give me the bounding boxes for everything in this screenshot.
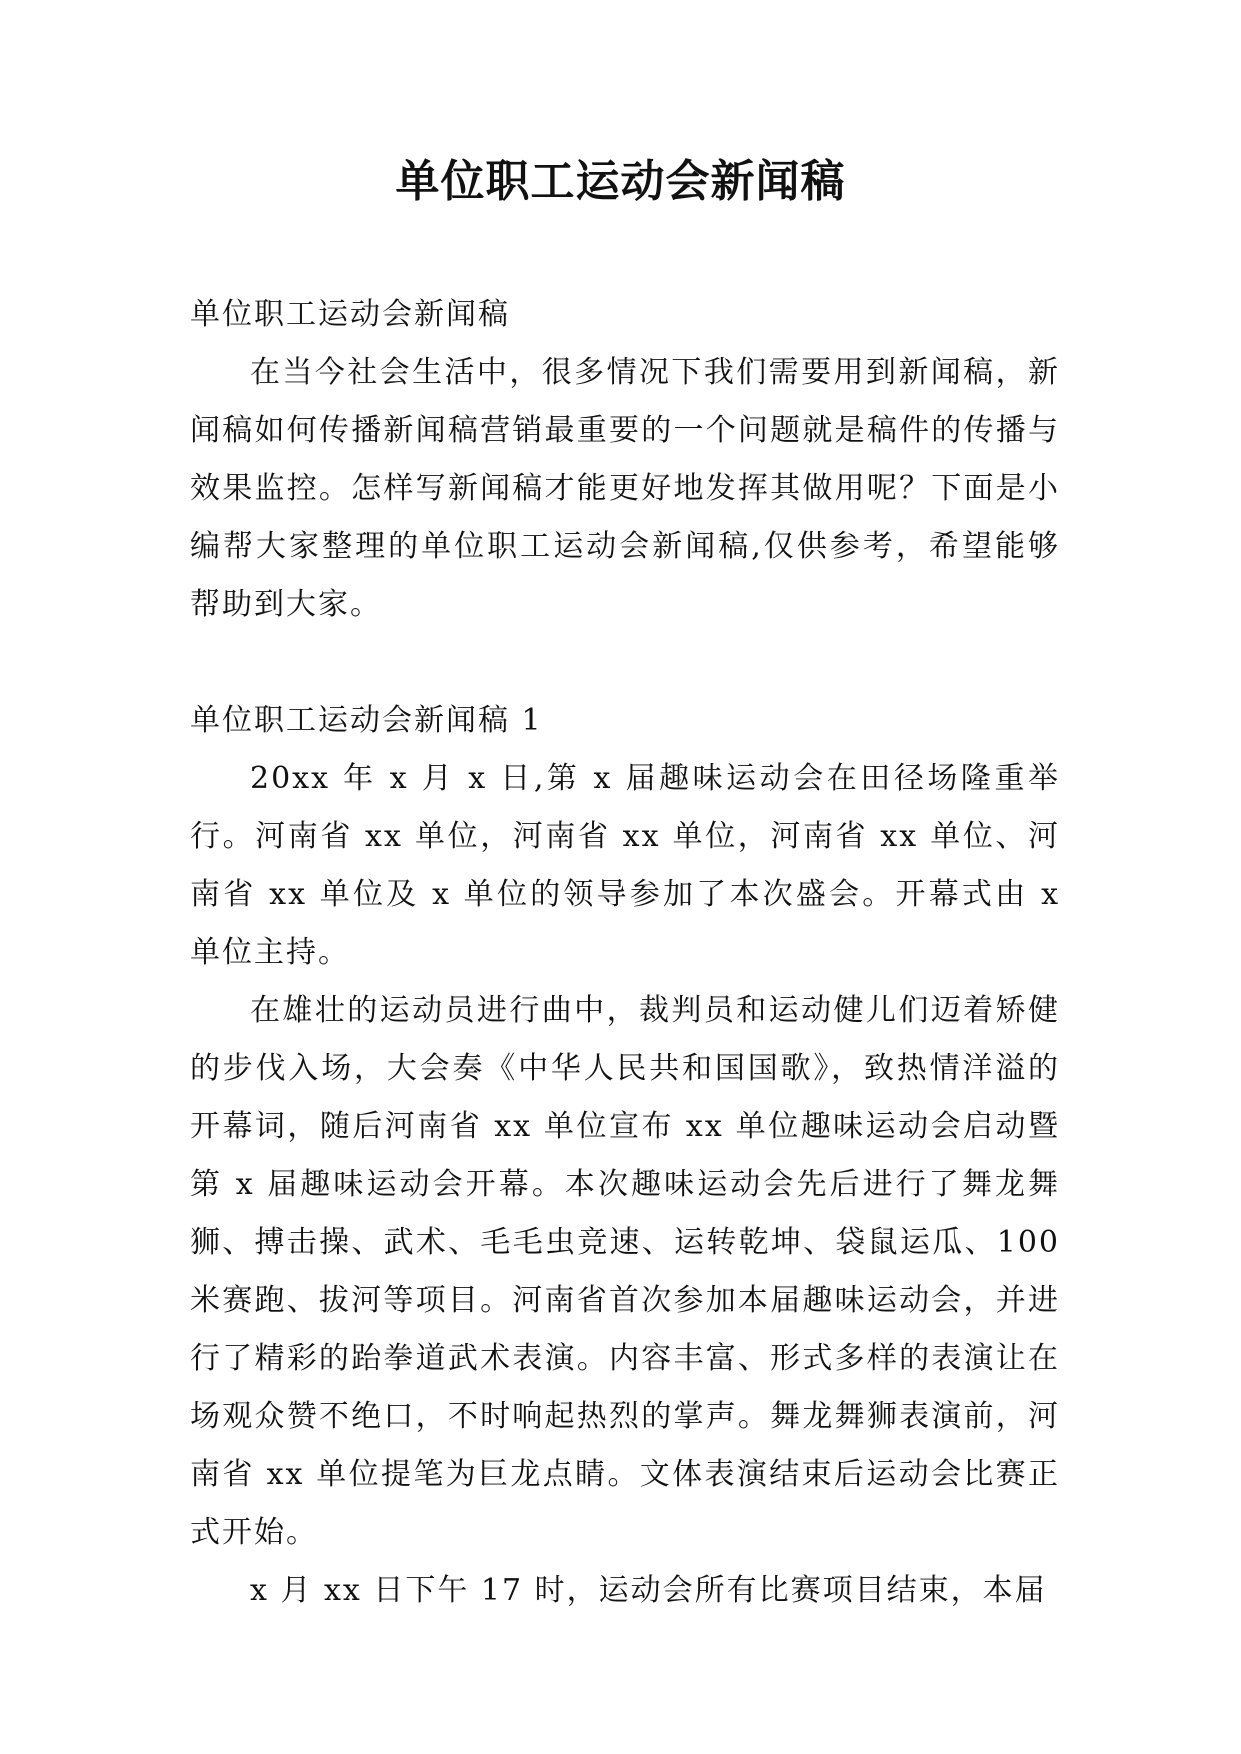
body-paragraph: x 月 xx 日下午 17 时，运动会所有比赛项目结束，本届: [250, 1573, 1047, 1608]
section-spacer: [190, 634, 1060, 692]
section-heading: 单位职工运动会新闻稿 1: [190, 703, 543, 738]
body-paragraph: 在雄壮的运动员进行曲中，裁判员和运动健儿们迈着矫健的步伐入场，大会奏《中华人民共和国国歌》，致热情洋溢的开幕词，随后河南省 xx 单位宣布 xx 单位趣味运动会启动暨第 x 届趣味运动会开幕。本次趣味运动会先后进行了舞龙舞狮、搏击操、武术、毛毛虫竞速、运转乾坤、袋鼠运瓜、100 米赛跑、拔河等项目。河南省首次参加本届趣味运动会，并进行了精彩的跆拳道武术表演。内容丰富、形式多样的表演让在场观众赞不绝口，不时响起热烈的掌声。舞龙舞狮表演前，河南省 xx 单位提笔为巨龙点睛。文体表演结束后运动会比赛正式开始。: [190, 993, 1060, 1550]
document-title: 单位职工运动会新闻稿: [395, 156, 846, 207]
document-body: [190, 286, 1060, 1620]
body-paragraph: 20xx 年 x 月 x 日,第 x 届趣味运动会在田径场隆重举行。河南省 xx 单位，河南省 xx 单位，河南省 xx 单位、河南省 xx 单位及 x 单位的领导参加了本次盛会。开幕式由 x 单位主持。: [190, 761, 1060, 970]
document-subtitle: 单位职工运动会新闻稿: [190, 297, 510, 332]
intro-paragraph: 在当今社会生活中，很多情况下我们需要用到新闻稿，新闻稿如何传播新闻稿营销最重要的一个问题就是稿件的传播与效果监控。怎样写新闻稿才能更好地发挥其做用呢？下面是小编帮大家整理的单位职工运动会新闻稿,仅供参考，希望能够帮助到大家。: [190, 355, 1060, 622]
